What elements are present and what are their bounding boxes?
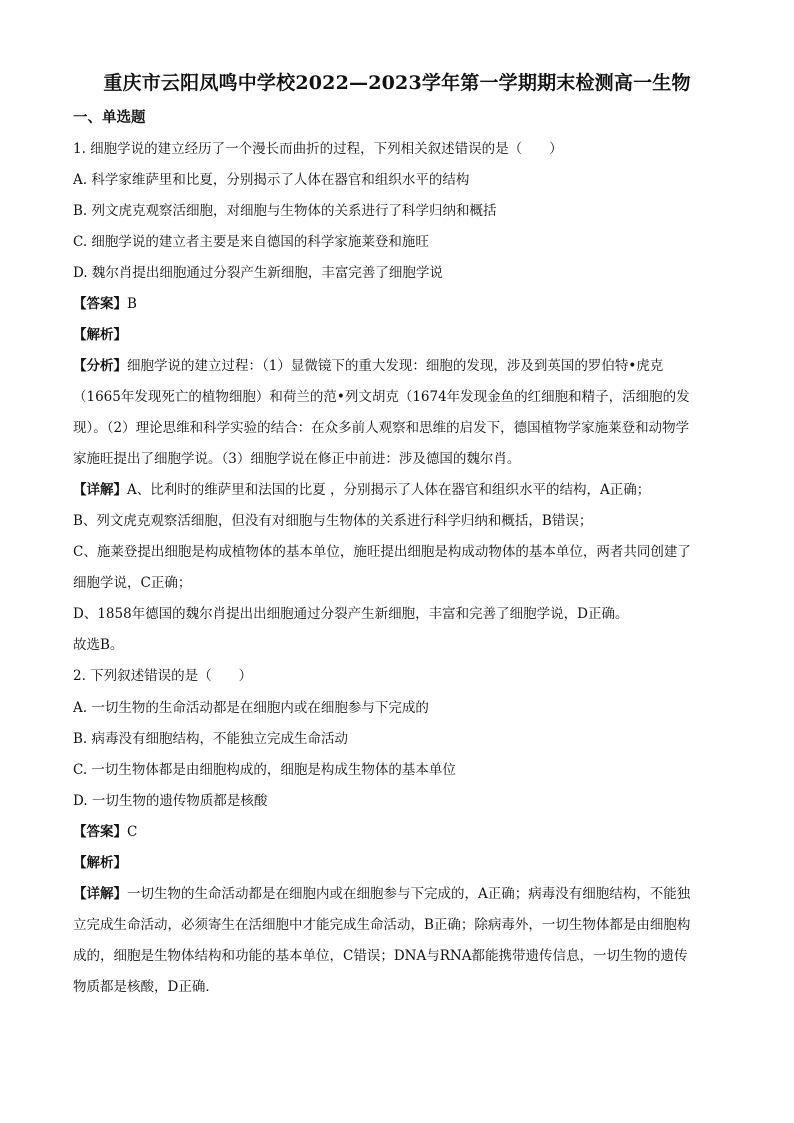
q2-analysis-tag: 【解析】 — [73, 855, 127, 871]
q1-option-d: D. 魏尔肖提出细胞通过分裂产生新细胞，丰富完善了细胞学说 — [73, 265, 443, 281]
q1-xiangjie-line-5: D、1858年德国的魏尔肖提出出细胞通过分裂产生新细胞，丰富和完善了细胞学说，D正确。 — [73, 606, 629, 622]
q2-answer-value: C — [127, 824, 138, 840]
q2-xiangjie-line-4: 物质都是核酸，D正确． — [73, 979, 219, 995]
q2-option-d: D. 一切生物的遗传物质都是核酸 — [73, 793, 268, 809]
q2-xiangjie-line-3: 成的，细胞是生物体结构和功能的基本单位，C错误；DNA与RNA都能携带遗传信息，一切生物的遗传 — [73, 948, 688, 964]
q2-xiangjie-line-1 — [73, 884, 754, 904]
q2-xiangjie-line-2: 立完成生命活动，必须寄生在活细胞中才能完成生命活动，B正确；除病毒外，一切生物体都是由细胞构 — [73, 917, 691, 933]
q2-stem: 2. 下列叙述错误的是（ ） — [73, 668, 253, 684]
q1-xiangjie-line-1 — [73, 480, 754, 500]
q1-answer-tag: 【答案】 — [73, 296, 127, 312]
page-title: 重庆市云阳凤鸣中学校2022—2023学年第一学期期末检测高一生物 — [103, 72, 691, 94]
q1-fenxi-line-4: 家施旺提出了细胞学说。（3）细胞学说在修正中前进：涉及德国的魏尔肖。 — [73, 451, 521, 467]
q1-fenxi-line-2: （1665年发现死亡的植物细胞）和荷兰的范•列文胡克（1674年发现金鱼的红细胞和精子，活细胞的发 — [73, 389, 690, 405]
q2-answer-row — [73, 822, 754, 842]
q1-option-c: C. 细胞学说的建立者主要是来自德国的科学家施莱登和施旺 — [73, 234, 429, 250]
q1-xiangjie-line-4: 细胞学说，C正确； — [73, 575, 192, 591]
q1-xiangjie-tag: 【详解】 — [73, 482, 127, 498]
q1-fenxi-tag: 【分析】 — [73, 358, 127, 374]
q1-option-a: A. 科学家维萨里和比夏，分别揭示了人体在器官和组织水平的结构 — [73, 172, 470, 188]
q1-fenxi-text-1: 细胞学说的建立过程：（1）显微镜下的重大发现：细胞的发现，涉及到英国的罗伯特•虎克 — [127, 358, 664, 374]
q2-answer-tag: 【答案】 — [73, 824, 127, 840]
q2-option-b: B. 病毒没有细胞结构，不能独立完成生命活动 — [73, 731, 349, 747]
q1-fenxi-line-1 — [73, 356, 754, 376]
q1-analysis-tag: 【解析】 — [73, 327, 127, 343]
q2-option-a: A. 一切生物的生命活动都是在细胞内或在细胞参与下完成的 — [73, 700, 429, 716]
q1-stem: 1. 细胞学说的建立经历了一个漫长而曲折的过程，下列相关叙述错误的是（ ） — [73, 141, 563, 157]
q1-option-b: B. 列文虎克观察活细胞，对细胞与生物体的关系进行了科学归纳和概括 — [73, 203, 497, 219]
q1-xiangjie-line-2: B、列文虎克观察活细胞，但没有对细胞与生物体的关系进行科学归纳和概括，B错误； — [73, 513, 593, 529]
q1-answer-row — [73, 294, 754, 314]
q1-fenxi-line-3: 现）。（2）理论思维和科学实验的结合：在众多前人观察和思维的启发下，德国植物学家施莱登和动物学 — [73, 420, 690, 436]
q1-xiangjie-text-1: A、比利时的维萨里和法国的比夏 ，分别揭示了人体在器官和组织水平的结构，A正确； — [127, 482, 651, 498]
q2-xiangjie-tag: 【详解】 — [73, 886, 127, 902]
q1-conclusion: 故选B。 — [73, 637, 124, 653]
q1-xiangjie-line-3: C、施莱登提出细胞是构成植物体的基本单位，施旺提出细胞是构成动物体的基本单位，两者共同创建了 — [73, 544, 691, 560]
q1-answer-value: B — [127, 296, 137, 312]
section-heading: 一、单选题 — [73, 109, 146, 126]
q2-option-c: C. 一切生物体都是由细胞构成的，细胞是构成生物体的基本单位 — [73, 762, 456, 778]
q2-xiangjie-text-1: 一切生物的生命活动都是在细胞内或在细胞参与下完成的，A正确；病毒没有细胞结构，不能独 — [127, 886, 691, 902]
